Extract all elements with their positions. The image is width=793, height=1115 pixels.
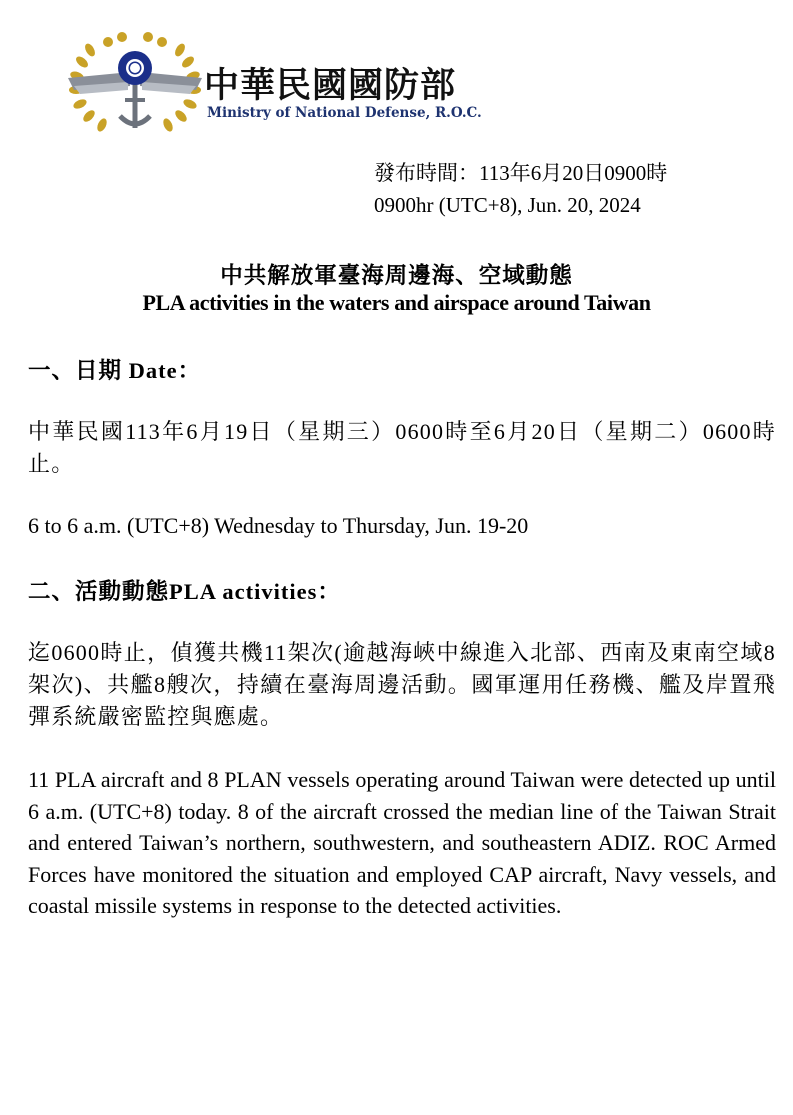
title-zh: 中共解放軍臺海周邊海、空域動態 [220, 263, 573, 288]
date-text-en: 6 to 6 a.m. (UTC+8) Wednesday to Thursday, Jun. 19-20 [28, 513, 529, 538]
mnd-emblem-icon [60, 28, 210, 140]
release-time-zh: 發布時間：113年6月20日0900時 [374, 161, 668, 185]
org-name-en: Ministry of National Defense, R.O.C. [207, 105, 482, 121]
activities-text-zh: 迄0600時止，偵獲共機11架次(逾越海峽中線進入北部、西南及東南空域8架次)、共艦8艘次，持續在臺海周邊活動。國軍運用任務機、艦及岸置飛彈系統嚴密監控與應處。 [28, 640, 776, 729]
section-heading-date: 一、日期 Date： [28, 358, 202, 383]
section-heading-activities: 二、活動動態PLA activities： [28, 579, 341, 604]
org-name-zh: 中華民國國防部 [204, 66, 457, 106]
date-text-zh: 中華民國113年6月19日（星期三）0600時至6月20日（星期二）0600時止。 [28, 419, 776, 476]
release-time-en: 0900hr (UTC+8), Jun. 20, 2024 [374, 193, 641, 217]
activities-text-en: 11 PLA aircraft and 8 PLAN vessels operating around Taiwan were detected up until 6 a.m. (UTC+8) today. 8 of the aircraft crossed the median line of the Taiwan Strait and entered Taiwan’s northern, southwestern, and southeastern ADIZ. ROC Armed Forces have monitored the situation and employed CAP aircraft, Navy vessels, and coastal missile systems in response to the detected activities. [28, 767, 776, 918]
release-time [374, 157, 667, 221]
title-en: PLA activities in the waters and airspace around Taiwan [142, 290, 651, 315]
